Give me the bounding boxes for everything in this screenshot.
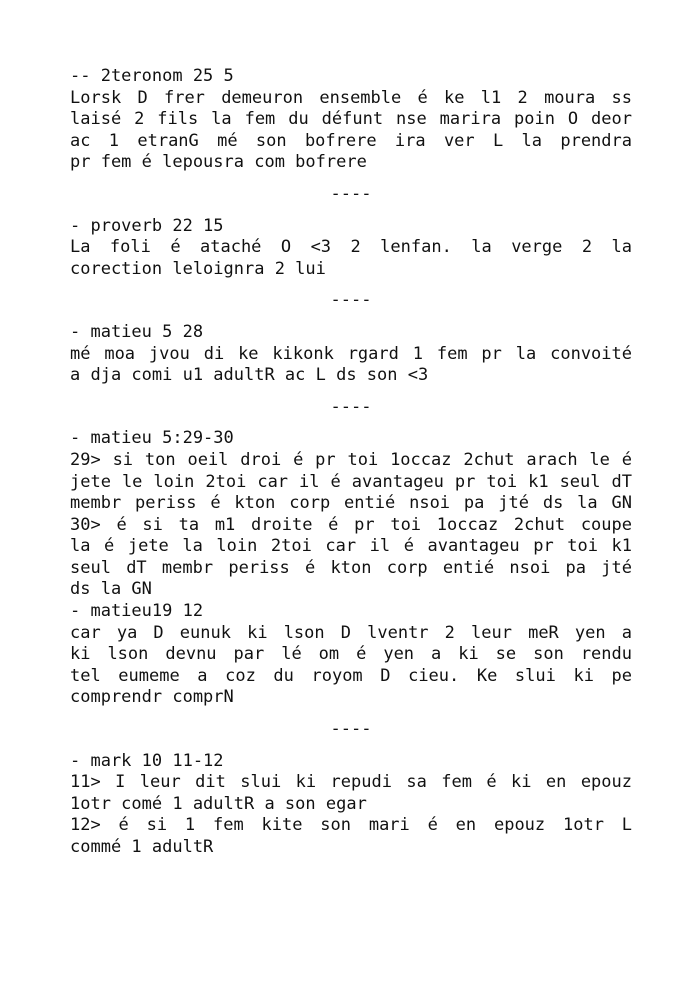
section-separator: ---- xyxy=(330,719,372,740)
section-separator: ---- xyxy=(330,396,372,417)
verse-reference: - matieu 5 28 xyxy=(70,321,204,342)
verse-line: 11> I leur dit slui ki repudi sa fem é ki en epouz xyxy=(70,772,632,793)
verse-line: la é jete la loin 2toi car il é avantageu pr toi k1 xyxy=(70,536,632,557)
verse-line: 29> si ton oeil droi é pr toi 1occaz 2chut arach le é xyxy=(70,449,632,470)
verse-line: ki lson devnu par lé om é yen a ki se son rendu xyxy=(70,644,632,665)
verse-line: a dja comi u1 adultR ac L ds son <3 xyxy=(70,365,429,386)
section-separator: ---- xyxy=(330,183,372,204)
verse-line: 1otr comé 1 adultR a son egar xyxy=(70,793,367,814)
verse-line: 12> é si 1 fem kite son mari é en epouz 1otr L xyxy=(70,815,632,836)
verse-reference: -- 2teronom 25 5 xyxy=(70,66,234,86)
verse-line: Lorsk D frer demeuron ensemble é ke l1 2 moura ss xyxy=(70,87,632,108)
verse-line: pr fem é lepousra com bofrere xyxy=(70,152,367,173)
verse-line: ds la GN xyxy=(70,579,152,600)
verse-line: car ya D eunuk ki lson D lventr 2 leur meR yen a xyxy=(70,622,632,643)
section-separator: ---- xyxy=(330,290,372,311)
verse-line: jete le loin 2toi car il é avantageu pr toi k1 seul dT xyxy=(70,471,632,492)
verse-line: commé 1 adultR xyxy=(70,837,214,857)
verse-line: La foli é ataché O <3 2 lenfan. la verge 2 la xyxy=(70,237,632,258)
verse-line: corection leloignra 2 lui xyxy=(70,258,326,279)
text-body xyxy=(70,66,632,859)
verse-reference: - matieu 5:29-30 xyxy=(70,428,234,449)
verse-line: laisé 2 fils la fem du défunt nse marira poin O deor xyxy=(70,109,632,130)
verse-line: ac 1 etranG mé son bofrere ira ver L la prendra xyxy=(70,130,632,151)
verse-line: membr periss é kton corp entié nsoi pa jté ds la GN xyxy=(70,493,632,514)
verse-line: mé moa jvou di ke kikonk rgard 1 fem pr la convoité xyxy=(70,343,632,364)
verse-reference: - matieu19 12 xyxy=(70,601,204,622)
verse-reference: - proverb 22 15 xyxy=(70,215,224,236)
verse-reference: - mark 10 11-12 xyxy=(70,750,224,771)
verse-line: seul dT membr periss é kton corp entié nsoi pa jté xyxy=(70,557,632,578)
verse-line: comprendr comprN xyxy=(70,687,234,708)
verse-line: 30> é si ta m1 droite é pr toi 1occaz 2chut coupe xyxy=(70,514,632,535)
verse-line: tel eumeme a coz du royom D cieu. Ke slui ki pe xyxy=(70,665,632,686)
